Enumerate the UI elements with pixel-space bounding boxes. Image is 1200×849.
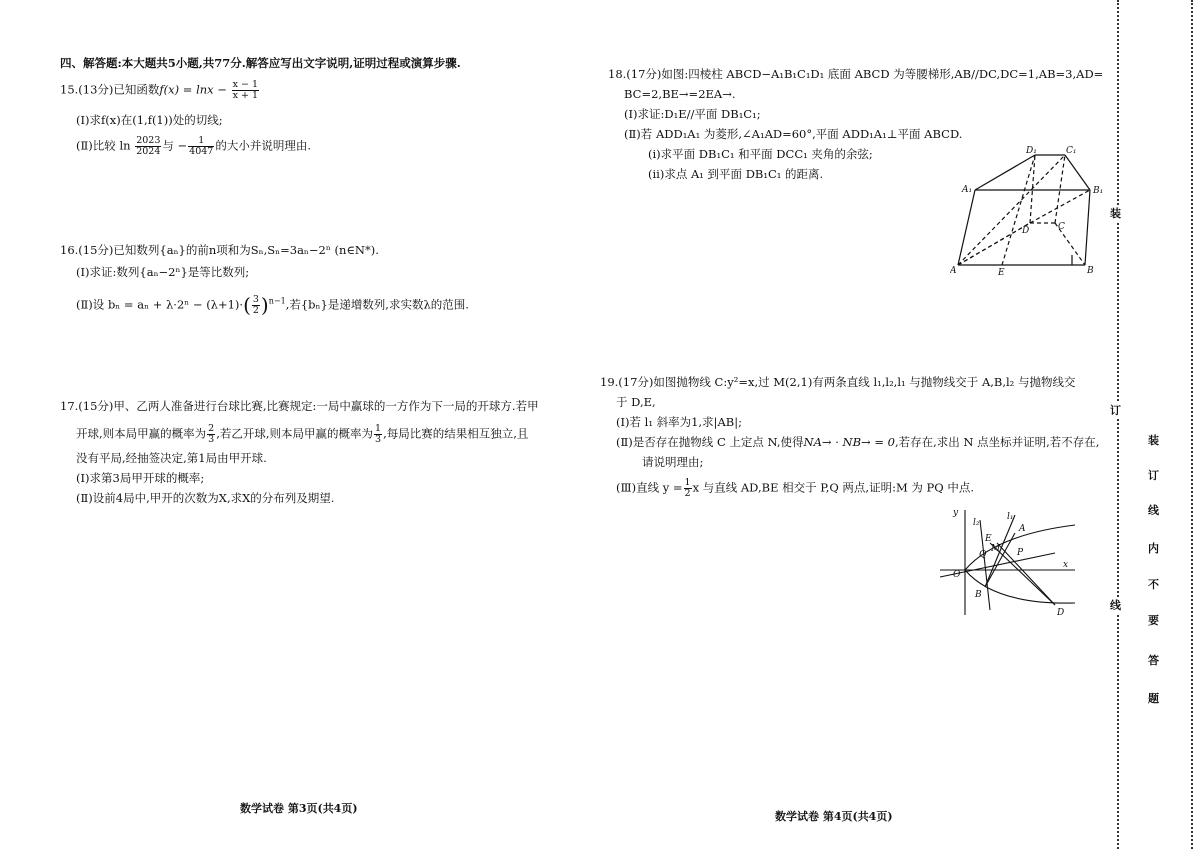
label-l2: l₂	[973, 518, 980, 528]
question-19-part-1: (Ⅰ)若 l₁ 斜率为1,求|AB|;	[616, 415, 742, 429]
binding-dotted-line	[1117, 0, 1119, 849]
question-15-part-2: (Ⅱ)比较 ln $\frac{2023}{2024}$ 与 − $\frac{1}{4047}$ 的大小并说明理由.	[76, 135, 312, 157]
question-17-line-3: 没有平局,经抽签决定,第1局由甲开球.	[76, 451, 267, 465]
label-A: A	[950, 266, 957, 276]
label-Q: Q	[979, 550, 987, 560]
label-D1: D₁	[1026, 146, 1037, 156]
binding-margin	[1110, 0, 1200, 849]
binding-outer-char-2: 订	[1110, 402, 1121, 419]
parabola-figure	[935, 505, 1085, 620]
question-15-stem: 15.(13分)已知函数f(x) = lnx − $\frac{x - 1}{x + 1}$	[60, 79, 258, 101]
footer-page-4: 数学试卷 第4页(共4页)	[775, 810, 893, 823]
prism-figure	[950, 145, 1110, 280]
label-C: C	[1058, 222, 1065, 232]
binding-inner-char-4: 内	[1148, 540, 1159, 557]
question-18-line-1: 18.(17分)如图:四棱柱 ABCD−A₁B₁C₁D₁ 底面 ABCD 为等腰梯形,AB//DC,DC=1,AB=3,AD=	[608, 67, 1104, 81]
label-D: D	[1057, 608, 1065, 618]
binding-inner-char-1: 装	[1148, 432, 1159, 449]
footer-page-3: 数学试卷 第3页(共4页)	[240, 802, 358, 815]
label-B1: B₁	[1093, 186, 1104, 196]
question-16-stem: 16.(15分)已知数列{aₙ}的前n项和为Sₙ,Sₙ=3aₙ−2ⁿ (n∈N*).	[60, 243, 379, 257]
label-E: E	[985, 534, 992, 544]
exam-page-3	[0, 0, 590, 849]
question-17-line-2: 开球,则本局甲赢的概率为 $\frac{2}{3}$ ,若乙开球,则本局甲赢的概率为 $\frac{1}{3}$ ,每局比赛的结果相互独立,且	[76, 423, 529, 445]
label-A1: A₁	[962, 185, 973, 195]
question-15-part-1: (Ⅰ)求f(x)在(1,f(1))处的切线;	[76, 113, 223, 127]
question-19-line-2: 于 D,E,	[616, 395, 656, 409]
binding-outer-char-1: 装	[1110, 205, 1121, 222]
question-18-sub-2: (ⅱ)求点 A₁ 到平面 DB₁C₁ 的距离.	[648, 167, 824, 181]
question-18-part-2: (Ⅱ)若 ADD₁A₁ 为菱形,∠A₁AD=60°,平面 ADD₁A₁⊥平面 ABCD.	[624, 127, 963, 141]
question-18-sub-1: (ⅰ)求平面 DB₁C₁ 和平面 DCC₁ 夹角的余弦;	[648, 147, 873, 161]
label-P: P	[1017, 548, 1024, 558]
binding-inner-char-2: 订	[1148, 467, 1159, 484]
question-19-part-3: (Ⅲ)直线 y = $\frac{1}{2}$ x 与直线 AD,BE 相交于 P,Q 两点,证明:M 为 PQ 中点.	[616, 477, 975, 499]
question-17-line-1: 17.(15分)甲、乙两人准备进行台球比赛,比赛规定:一局中赢球的一方作为下一局的开球方.若甲	[60, 399, 539, 413]
binding-inner-char-8: 题	[1148, 690, 1159, 707]
label-x: x	[1063, 560, 1069, 570]
question-16-part-1: (Ⅰ)求证:数列{aₙ−2ⁿ}是等比数列;	[76, 265, 250, 279]
label-C1: C₁	[1066, 146, 1077, 156]
question-16-part-2: (Ⅱ)设 bₙ = aₙ + λ·2ⁿ − (λ+1)·( $\frac{3}{2}$ )$^{n-1}$,若{bₙ}是递增数列,求实数λ的范围.	[76, 293, 469, 317]
question-18-part-1: (Ⅰ)求证:D₁E//平面 DB₁C₁;	[624, 107, 761, 121]
question-17-part-2: (Ⅱ)设前4局中,甲开的次数为X,求X的分布列及期望.	[76, 491, 335, 505]
binding-inner-char-3: 线	[1148, 502, 1159, 519]
question-17-part-1: (Ⅰ)求第3局甲开球的概率;	[76, 471, 205, 485]
label-l1: l₁	[1007, 512, 1014, 522]
label-B: B	[975, 590, 982, 600]
label-D: D	[1022, 226, 1030, 236]
label-B: B	[1087, 266, 1094, 276]
label-y: y	[953, 508, 959, 518]
question-19-part-2-cont: 请说明理由;	[642, 455, 704, 469]
label-E: E	[998, 268, 1005, 278]
label-M: M	[991, 544, 1001, 554]
label-A: A	[1019, 524, 1026, 534]
binding-inner-char-5: 不	[1148, 576, 1159, 593]
question-19-line-1: 19.(17分)如图抛物线 C:y²=x,过 M(2,1)有两条直线 l₁,l₂,l₁ 与抛物线交于 A,B,l₂ 与抛物线交	[600, 375, 1076, 389]
exam-page-4	[590, 0, 1110, 849]
binding-outer-char-3: 线	[1110, 597, 1121, 614]
binding-inner-char-7: 答	[1148, 652, 1159, 669]
binding-inner-char-6: 要	[1148, 612, 1159, 629]
question-18-line-2: BC=2,BE→=2EA→.	[624, 87, 736, 101]
section-header: 四、解答题:本大题共5小题,共77分.解答应写出文字说明,证明过程或演算步骤.	[60, 56, 461, 70]
question-19-part-2: (Ⅱ)是否存在抛物线 C 上定点 N,使得NA→ · NB→ = 0,若存在,求出 N 点坐标并证明,若不存在,	[616, 435, 1100, 449]
label-O: O	[953, 570, 961, 580]
binding-edge-dotted-line	[1191, 0, 1193, 849]
